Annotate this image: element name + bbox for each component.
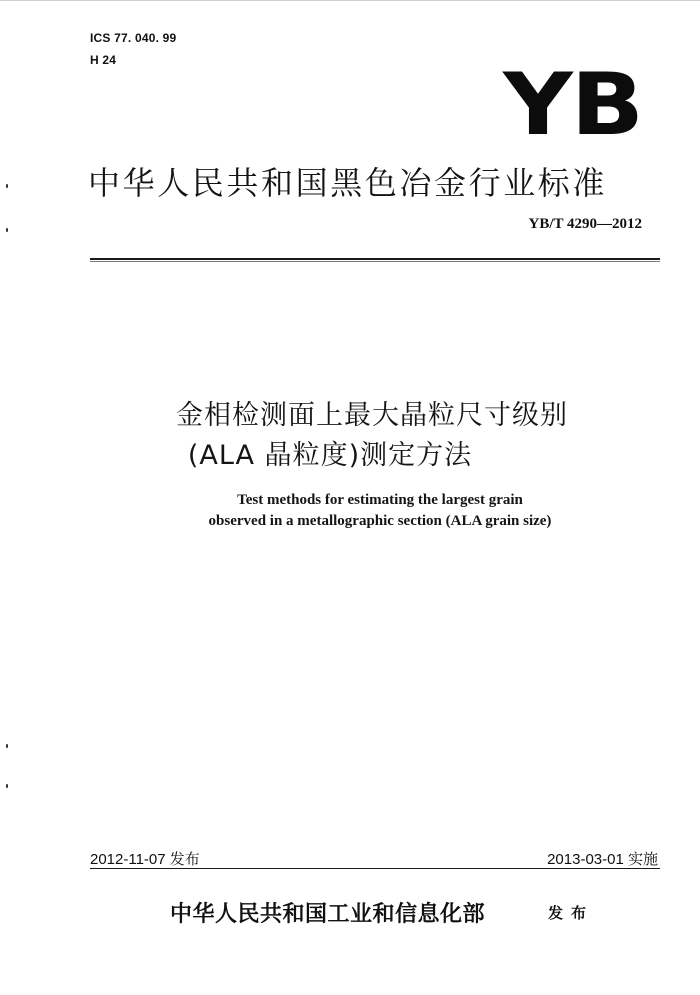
- header-divider-secondary: [90, 261, 660, 262]
- chinese-title-line-1: 金相检测面上最大晶粒尺寸级别: [176, 400, 568, 431]
- yb-logo: YB: [503, 55, 642, 155]
- header-divider: [90, 258, 660, 260]
- english-title-line-1: Test methods for estimating the largest grain: [237, 492, 523, 508]
- scan-speck: [6, 744, 8, 748]
- english-title-line-2: observed in a metallographic section (ALA grain size): [208, 513, 552, 529]
- standard-number: YB/T 4290—2012: [528, 216, 642, 232]
- issuer-action-label: 发布: [548, 904, 595, 922]
- scan-speck: [6, 184, 8, 188]
- ics-code: ICS 77. 040. 99: [90, 31, 177, 45]
- implementation-date: 2013-03-01 实施: [547, 851, 658, 868]
- issue-date: 2012-11-07 发布: [90, 851, 200, 868]
- scan-edge-line: [0, 0, 700, 1]
- chinese-title-line-2: (ALA 晶粒度)测定方法: [187, 440, 473, 471]
- scan-speck: [6, 784, 8, 788]
- standard-category-title: 中华人民共和国黑色冶金行业标准: [88, 164, 608, 202]
- scan-speck: [6, 228, 8, 232]
- issuing-authority: 中华人民共和国工业和信息化部: [170, 901, 486, 927]
- ccs-code: H 24: [90, 53, 117, 67]
- footer-divider: [90, 868, 660, 869]
